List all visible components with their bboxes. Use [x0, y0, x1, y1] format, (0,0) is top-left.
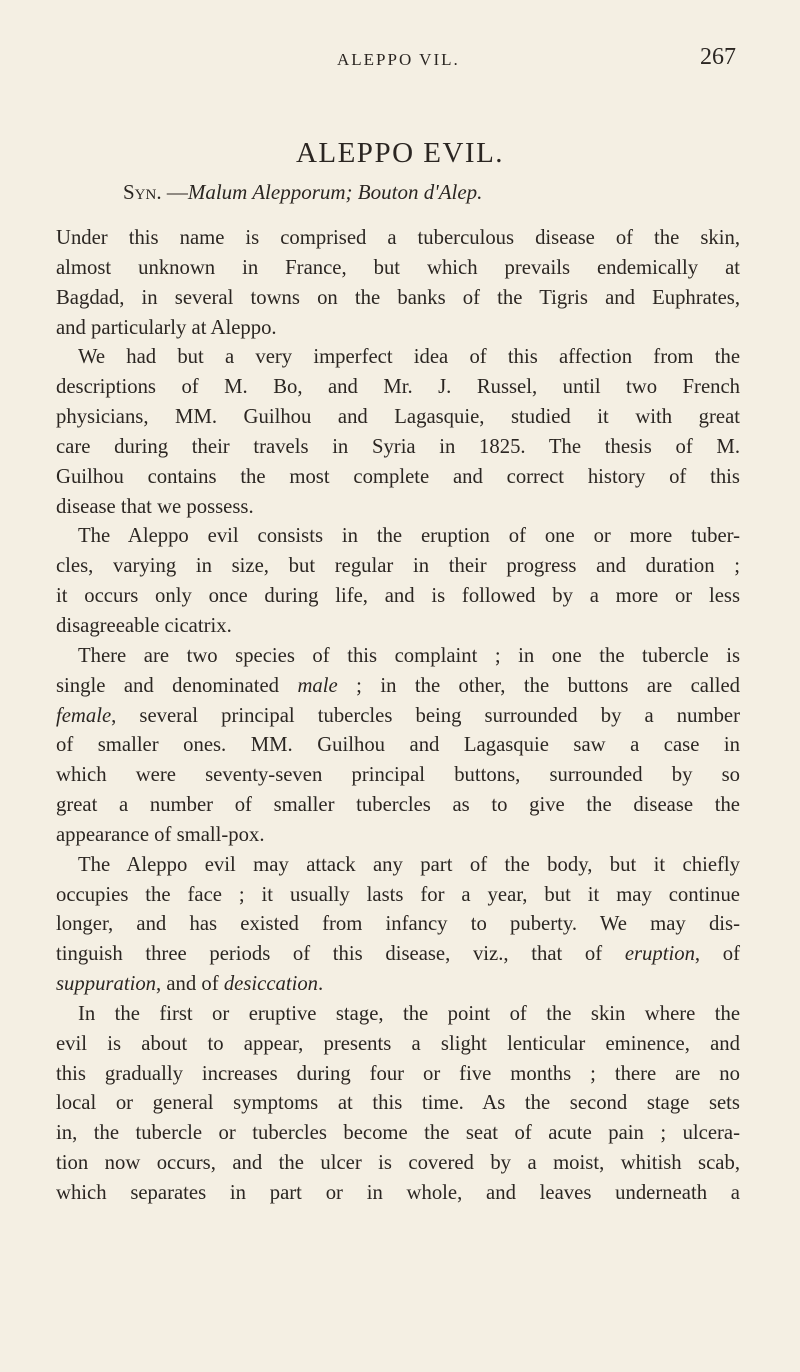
- text-segment: .: [318, 973, 324, 996]
- text-line: Guilhou contains the most complete and correct history of this: [56, 465, 740, 488]
- text-line: Under this name is comprised a tuberculous disease of the skin,: [56, 227, 740, 249]
- text-segment: single and denominated: [56, 674, 298, 697]
- text-segment: ; in the other, the buttons are called: [337, 674, 741, 697]
- text-line: occupies the face ; it usually lasts for a year, but it may continue: [56, 883, 740, 906]
- text-line: local or general symptoms at this time. As the second stage sets: [56, 1092, 740, 1115]
- body-text: [56, 224, 740, 1209]
- text-line: this gradually increases during four or five months ; there are no: [56, 1062, 740, 1085]
- text-line: great a number of smaller tubercles as to give the disease the: [56, 794, 740, 817]
- chapter-title: ALEPPO EVIL.: [295, 137, 505, 169]
- text-line: [56, 940, 740, 970]
- italic-term: suppuration: [56, 973, 157, 996]
- text-line: [56, 970, 740, 1000]
- page-number: 267: [700, 44, 736, 70]
- running-head: ALEPPO VIL.: [337, 50, 460, 69]
- italic-term: eruption: [624, 943, 695, 966]
- text-line: longer, and has existed from infancy to puberty. We may dis-: [56, 913, 740, 936]
- text-line: disagreeable cicatrix.: [56, 614, 232, 637]
- synonym-line: [123, 180, 482, 205]
- italic-term: female: [56, 704, 112, 727]
- text-line: There are two species of this complaint ; in one the tubercle is: [78, 644, 740, 667]
- italic-term: male: [297, 674, 338, 697]
- text-line: which were seventy-seven principal buttons, surrounded by so: [56, 764, 740, 787]
- text-line: evil is about to appear, presents a slight lenticular eminence, and: [56, 1032, 740, 1055]
- text-line: in, the tubercle or tubercles become the seat of acute pain ; ulcera-: [56, 1122, 740, 1145]
- text-line: descriptions of M. Bo, and Mr. J. Russel, until two French: [56, 376, 740, 399]
- text-line: almost unknown in France, but which prevails endemically at: [56, 256, 740, 279]
- text-line: it occurs only once during life, and is followed by a more or less: [56, 585, 740, 608]
- text-line: We had but a very imperfect idea of this affection from the: [78, 346, 740, 369]
- text-segment: tinguish three periods of this disease, viz., that of: [56, 943, 625, 966]
- text-line: cles, varying in size, but regular in their progress and duration ;: [56, 555, 740, 578]
- text-line: appearance of small-pox.: [56, 823, 265, 846]
- text-line: [56, 702, 740, 732]
- text-segment: , several principal tubercles being surrounded by a number: [111, 704, 740, 727]
- text-line: and particularly at Aleppo.: [56, 316, 277, 339]
- text-line: The Aleppo evil consists in the eruption of one or more tuber-: [78, 525, 740, 548]
- text-line: care during their travels in Syria in 1825. The thesis of M.: [56, 435, 740, 458]
- text-line: [56, 672, 740, 702]
- text-line: tion now occurs, and the ulcer is covered by a moist, whitish scab,: [56, 1152, 740, 1175]
- text-line: disease that we possess.: [56, 495, 254, 518]
- text-line: In the first or eruptive stage, the point of the skin where the: [78, 1002, 740, 1025]
- text-segment: , and of: [156, 973, 224, 996]
- text-line: physicians, MM. Guilhou and Lagasquie, studied it with great: [56, 406, 740, 429]
- synonym-separator: ;: [345, 180, 358, 204]
- text-line: The Aleppo evil may attack any part of the body, but it chiefly: [78, 853, 740, 876]
- text-line: which separates in part or in whole, and leaves underneath a: [56, 1182, 740, 1204]
- text-line: of smaller ones. MM. Guilhou and Lagasquie saw a case in: [56, 734, 740, 757]
- synonym-label: Syn.: [123, 180, 162, 204]
- text-line: Bagdad, in several towns on the banks of the Tigris and Euphrates,: [56, 286, 740, 309]
- italic-term: desiccation: [223, 973, 319, 996]
- synonym-dash: —: [161, 180, 188, 204]
- synonym-french-name: Bouton d'Alep.: [357, 180, 483, 204]
- text-segment: , of: [694, 943, 740, 966]
- synonym-latin-name: Malum Alepporum: [187, 180, 346, 204]
